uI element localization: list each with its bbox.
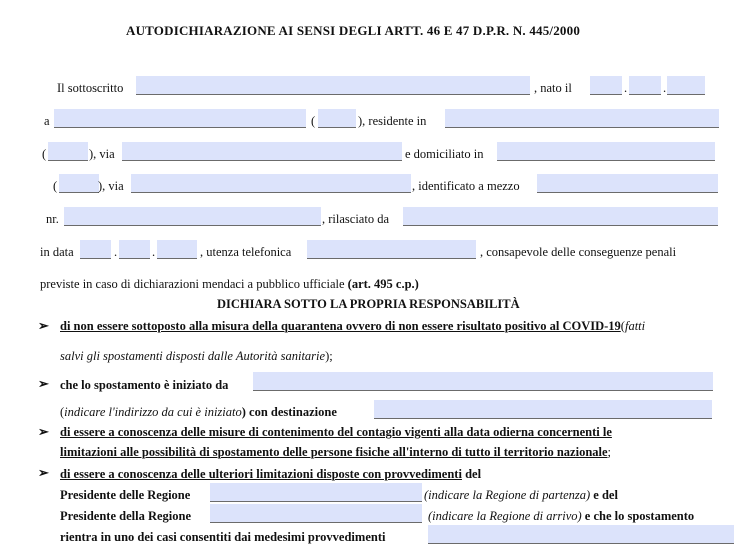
birthplace-field[interactable] (54, 109, 306, 128)
regional-limits-statement: di essere a conoscenza delle ulteriori limitazioni disposte con provvedimenti (60, 467, 462, 481)
document-number-field[interactable] (64, 207, 321, 226)
bullet-arrow-icon: ➢ (38, 376, 49, 391)
quarantine-statement: di non essere sottoposto alla misura della quarantena ovvero di non essere risultato positivo al COVID-19 (60, 319, 621, 333)
bullet-arrow-icon: ➢ (38, 318, 49, 333)
issue-month-field[interactable] (119, 240, 150, 259)
issue-year-field[interactable] (157, 240, 197, 259)
domicile-street-field[interactable] (131, 174, 411, 193)
date-separator: . (624, 81, 628, 95)
paren-close: ); (325, 349, 333, 363)
residence-street-field[interactable] (122, 142, 402, 161)
label-a: a (44, 114, 50, 128)
issue-day-field[interactable] (80, 240, 111, 259)
bullet-arrow-icon: ➢ (38, 465, 49, 480)
paren-open: ( (311, 114, 316, 128)
paren-open: ( (53, 179, 58, 193)
restrictions-statement: di essere a conoscenza delle misure di contenimento del contagio vigenti alla data odierna concernenti le (60, 425, 612, 439)
name-field[interactable] (136, 76, 530, 95)
label-sottoscritto: Il sottoscritto (57, 81, 124, 95)
birth-month-field[interactable] (629, 76, 661, 95)
paren-open: ( (60, 405, 65, 419)
residence-city-field[interactable] (445, 109, 719, 128)
restrictions-statement-cont: limitazioni alle possibilità di spostamento delle persone fisiche all'interno di tutto il territorio nazionale (60, 445, 608, 459)
bullet-arrow-icon: ➢ (38, 424, 49, 439)
birth-province-field[interactable] (318, 109, 356, 128)
label-domiciliato: e domiciliato in (405, 147, 484, 161)
label-utenza: , utenza telefonica (200, 245, 292, 259)
issued-by-field[interactable] (403, 207, 718, 226)
president-region-label: Presidente della Regione (60, 509, 191, 523)
allowed-cases-label: rientra in uno dei casi consentiti dai medesimi provvedimenti (60, 530, 386, 544)
date-separator: . (114, 245, 118, 259)
dichiara-heading: DICHIARA SOTTO LA PROPRIA RESPONSABILITÀ (217, 297, 520, 311)
label-via: ), via (89, 147, 115, 161)
label-via: ), via (98, 179, 124, 193)
departure-region-hint: (indicare la Regione di partenza) (424, 488, 591, 502)
phone-field[interactable] (307, 240, 476, 259)
departure-region-field[interactable] (210, 483, 422, 502)
quarantine-note-cont: salvi gli spostamenti disposti dalle Autorità sanitarie (60, 349, 326, 363)
arrival-region-hint: (indicare la Regione di arrivo) (428, 509, 582, 523)
label-residente: ), residente in (358, 114, 427, 128)
semicolon: ; (607, 445, 612, 459)
document-type-field[interactable] (537, 174, 718, 193)
label-del: del (461, 467, 482, 481)
label-rilasciato: , rilasciato da (322, 212, 389, 226)
departure-label: che lo spostamento è iniziato da (60, 378, 229, 392)
label-consapevole: , consapevole delle conseguenze penali (480, 245, 677, 259)
domicile-city-field[interactable] (497, 142, 715, 161)
destination-label: ) con destinazione (241, 405, 337, 419)
label-in-data: in data (40, 245, 74, 259)
arrival-region-field[interactable] (210, 504, 422, 523)
label-nr: nr. (46, 212, 59, 226)
label-e-del: e del (590, 488, 618, 502)
document-title: AUTODICHIARAZIONE AI SENSI DEGLI ARTT. 46 E 47 D.P.R. N. 445/2000 (126, 23, 581, 38)
date-separator: . (152, 245, 156, 259)
president-region-label: Presidente delle Regione (60, 488, 191, 502)
label-identificato: , identificato a mezzo (412, 179, 520, 193)
departure-address-field[interactable] (253, 372, 713, 391)
label-art-495: (art. 495 c.p.) (347, 277, 419, 291)
destination-field[interactable] (374, 400, 712, 419)
quarantine-note: fatti (624, 319, 646, 333)
domicile-province-field[interactable] (59, 174, 99, 193)
paren-open: ( (42, 147, 47, 161)
measures-field[interactable] (428, 525, 734, 544)
label-spostamento: e che lo spostamento (581, 509, 695, 523)
birth-day-field[interactable] (590, 76, 622, 95)
paren-open: ( (620, 319, 625, 333)
date-separator: . (663, 81, 667, 95)
birth-year-field[interactable] (667, 76, 705, 95)
departure-hint: indicare l'indirizzo da cui è iniziato (64, 405, 242, 419)
label-nato-il: , nato il (534, 81, 572, 95)
label-previste: previste in caso di dichiarazioni mendaci a pubblico ufficiale (40, 277, 345, 291)
residence-province-field[interactable] (48, 142, 88, 161)
